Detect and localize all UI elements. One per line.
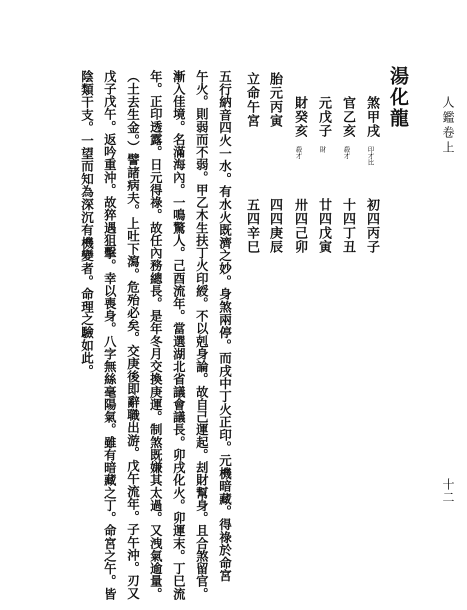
pillar-text: 財癸亥 — [292, 96, 307, 138]
case-title: 湯化龍 — [387, 66, 409, 129]
pillar-note: 印才比 — [366, 146, 375, 166]
pillar-note: 殺才 — [342, 146, 351, 159]
luck-pillar: 廿四戊寅 — [316, 198, 331, 254]
body-column: 陰類干支。一望而知為深沉有機變者。命理之驗如此。 — [79, 70, 95, 378]
body-column: 漸入佳境。名滿海內。一鳴驚人。己酉流年。當選湖北省議會議長。卯戌化火。卯運末。丁巳流 — [171, 70, 187, 601]
luck-pillar: 初四丙子 — [364, 198, 379, 254]
page-number: 十二 — [441, 478, 455, 504]
luck-pillar: 五四辛巳 — [244, 198, 259, 254]
running-header: 人鑑卷上 — [441, 96, 455, 156]
minggong: 立命午宮 — [244, 72, 259, 128]
taiyuan: 胎元丙寅 — [267, 72, 282, 128]
body-column: （土去生金。）譬諸病夫。上吐下瀉。危殆必矣。交庚後即辭職出游。戊午流年。子午沖。刃又 — [125, 70, 141, 600]
body-column: 午火。則弱而不弱。甲乙木生扶丁火印綬。不以剋身論。故自己運起。刦財幫身。且合煞留官。 — [194, 70, 210, 601]
luck-pillar: 四四庚辰 — [267, 198, 282, 254]
luck-pillar: 卅四己卯 — [292, 198, 307, 254]
pillar-note: 財 — [318, 146, 327, 153]
pillar-note: 殺才 — [294, 146, 303, 159]
body-column: 五行納音四火一水。有水火既濟之妙。身煞兩停。而戌中丁火正印。元機暗藏。得祿於命宮 — [217, 70, 233, 582]
pillar-text: 元戊子 — [316, 96, 331, 138]
pillar-text: 官乙亥 — [340, 96, 355, 138]
pillar-text: 煞甲戌 — [364, 96, 379, 138]
luck-pillar: 十四丁丑 — [340, 198, 355, 254]
body-column: 戊子戊午。返吟重沖。故猝遇狙擊。幸以喪身。八字無絲毫陽氣。雖有暗藏之丁。命宮之午。皆 — [102, 70, 118, 601]
body-column: 年。正印透露。日元得祿。故任內務總長。是年冬月交換庚運。制煞既嫌其太過。又洩氣逾量。 — [148, 70, 164, 601]
